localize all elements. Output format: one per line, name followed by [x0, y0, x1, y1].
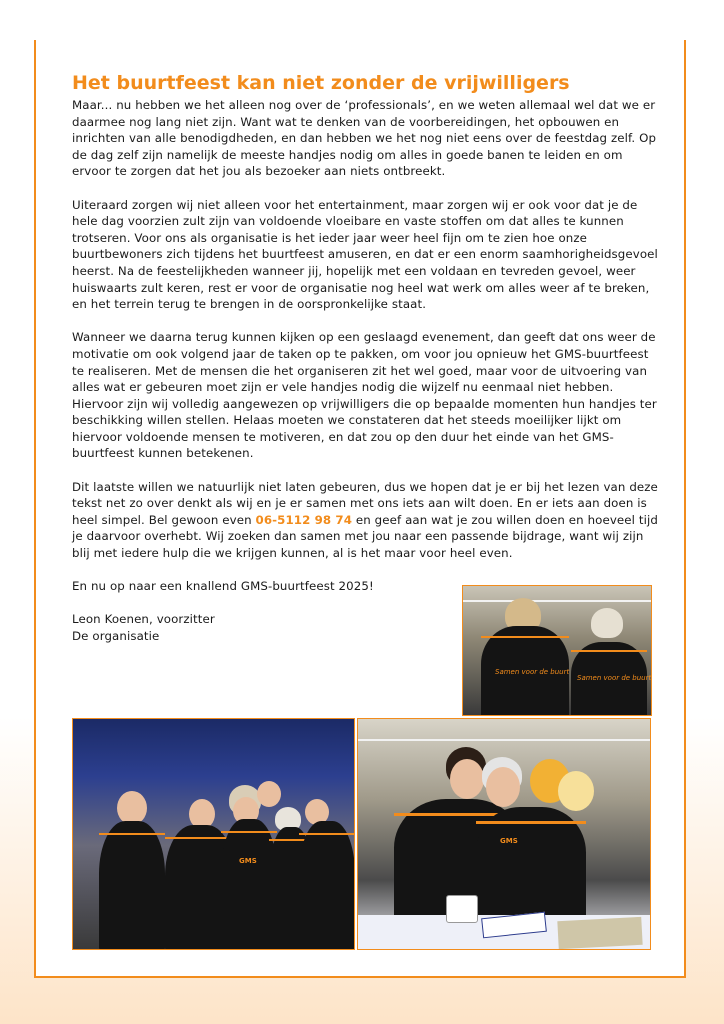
paragraph-3: Wanneer we daarna terug kunnen kijken op een geslaagd evenement, dan geeft dat ons weer de motivatie om ook volgend jaar de taken op te pakken, om voor jou opnieuw het GMS-buurtfeest te realiseren. Met de mensen die het organiseren zit het wel goed, maar voor de uitvoering van alles wat er gebeuren moet zijn er vele handjes nodig die wijzelf nu eenmaal niet hebben. Hiervoor zijn wij volledig aangewezen op vrijwilligers die op bepaalde momenten hun handjes ter beschikking willen stellen. Helaas moeten we constateren dat het steeds moeilijker lijkt om hiervoor voldoende mensen te motiveren, en dat zou op den duur het einde van het GMS-buurtfeest kunnen betekenen. — [72, 330, 657, 461]
photo-volunteer-group — [72, 718, 355, 950]
tent-beam — [463, 600, 652, 602]
volunteer-shirt — [571, 642, 652, 716]
volunteer-shirt — [481, 626, 569, 716]
shirt-slogan: Samen voor de buurt — [577, 674, 652, 682]
photo-volunteers-back — [462, 585, 652, 716]
payment-terminal — [446, 895, 478, 923]
shirt-slogan: Samen voor de buurt — [495, 668, 570, 676]
photo-volunteers-table — [357, 718, 651, 950]
gms-badge: GMS — [239, 857, 257, 865]
article-body — [72, 97, 662, 645]
volunteer-shirt — [476, 807, 586, 921]
phone-number: 06-5112 98 74 — [255, 512, 353, 527]
signature-name: Leon Koenen, voorzitter — [72, 612, 215, 627]
balloon-decoration — [558, 771, 594, 811]
gms-badge: GMS — [500, 837, 518, 845]
volunteer-hair — [591, 608, 623, 638]
flyer — [557, 917, 642, 949]
paragraph-4 — [72, 479, 662, 562]
paragraph-4-start: Dit laatste willen we natuurlijk niet laten gebeuren, dus we hopen dat je er bij het lezen van deze tekst net zo over denkt als wij en je er samen met ons iets aan wilt doen. En er iets aan doen is heel simpel. Bel gewoon even — [72, 479, 658, 527]
article-title: Het buurtfeest kan niet zonder de vrijwilligers — [72, 72, 570, 94]
volunteer-shirt — [99, 821, 165, 950]
paragraph-2: Uiteraard zorgen wij niet alleen voor het entertainment, maar zorgen wij er ook voor dat je de hele dag voorzien zult zijn van voldoende vloeibare en vaste stoffen om dat alles te kunnen trotseren. Voor ons als organisatie is het ieder jaar weer heel fijn om te zien hoe onze buurtbewoners zich tijdens het buurtfeest amuseren, en dat er een enorm saamhorigheidsgevoel heerst. Na de feestelijkheden wanneer jij, hopelijk met een voldaan en tevreden gevoel, weer huiswaarts zult keren, rest er voor de organisatie nog heel wat werk om alles weer af te breken, en het terrein terug te brengen in de oorspronkelijke staat. — [72, 197, 658, 312]
volunteer-shirt — [299, 821, 355, 950]
paragraph-1: Maar... nu hebben we het alleen nog over de ‘professionals’, en we weten allemaal wel dat we er daarmee nog lang niet zijn. Want wat te denken van de voorbereidingen, het opbouwen en inrichten van alle benodigdheden, en dan hebben we het nog niet eens over de feestdag zelf. Op de dag zelf zijn namelijk de meeste handjes nodig om alles in goede banen te leiden en om ervoor te zorgen dat het jou als bezoeker aan niets ontbreekt. — [72, 98, 657, 179]
signature-organisation: De organisatie — [72, 629, 160, 643]
paragraph-4-end: en geef aan wat je zou willen doen en hoeveel tijd je daarvoor overhebt. Wij zoeken dan samen met jou naar een passende bijdrage, want wij zijn blij met iedere hulp die we krijgen kunnen, al is het maar voor heel even. — [72, 512, 658, 561]
closing-line: En nu op naar een knallend GMS-buurtfeest 2025! — [72, 579, 374, 594]
